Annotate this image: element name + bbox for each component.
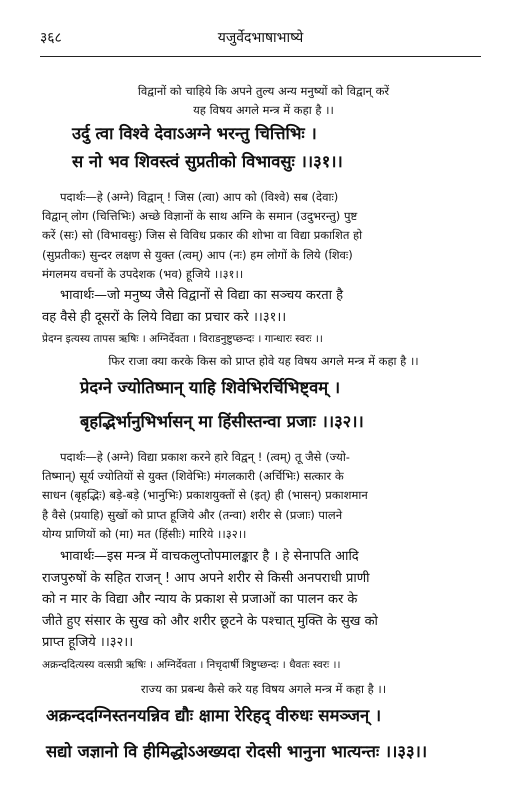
padartha-line: (सुप्रतीकः) सुन्दर लक्षण से युक्त (त्वम्) आप (नः) हम लोगों के लिये (शिवः) (42, 247, 353, 262)
verse-31 (72, 120, 485, 176)
page-number: ३६८ (40, 30, 62, 46)
verse-line: सद्यो जज्ञानो वि हीमिद्धोऽअख्यदा रोदसी भानुना भात्यन्तः ।।३३।। (46, 742, 428, 761)
padartha-line: तिष्मान्) सूर्य ज्योतियों से युक्त (शिवेभिः) मंगलकारी (अर्चिभिः) सत्कार के (42, 469, 344, 484)
bhavartha-line: वह वैसे ही दूसरों के लिये विद्या का प्रचार करे ।।३१।। (42, 309, 287, 325)
bhavartha-31 (42, 285, 485, 328)
running-title: यजुर्वेदभाषाभाष्ये (217, 30, 304, 46)
bhavartha-line: प्राप्त हूजिये ।।३२।। (42, 635, 134, 651)
verse-line: अक्रन्ददग्निस्तनयन्निव द्यौः क्षामा रेरिहद् वीरुधः समञ्जन् । (46, 706, 382, 725)
padartha-31 (42, 188, 485, 284)
intro-33: राज्य का प्रबन्ध कैसे करे यह विषय अगले मन्त्र में कहा है ।। (140, 682, 387, 696)
bhavartha-line: भावार्थः—इस मन्त्र में वाचकलुप्तोपमालङ्कार है । हे सेनापति आदि (60, 549, 359, 564)
page-header (40, 28, 481, 52)
padartha-line: पदार्थः—हे (अग्ने) विद्या प्रकाश करने हारे विद्वन् ! (त्वम्) तू जैसे (ज्यो- (60, 450, 350, 464)
verse-line: प्रेदग्ने ज्योतिष्मान् याहि शिवेभिरर्चिभिष्ट्वम् । (80, 378, 341, 397)
padartha-line: विद्वान् लोग (चित्तिभिः) अच्छे विज्ञानों के साथ अग्नि के समान (उदुभरन्तु) पुष्ट (42, 209, 358, 224)
padartha-32 (42, 448, 485, 544)
verse-32 (80, 374, 485, 436)
bhavartha-32 (42, 546, 485, 654)
intro-line: विद्वानों को चाहिये कि अपने तुल्य अन्य मनुष्यों को विद्वान् करें (137, 84, 390, 98)
verse-line: उर्दु त्वा विश्वे देवाऽअग्ने भरन्तु चित्तिभिः । (72, 124, 317, 143)
verse-line: स नो भव शिवस्त्वं सुप्रतीको विभावसुः ।।३१।। (72, 152, 343, 171)
header-rule (40, 56, 481, 57)
bhavartha-line: भावार्थः—जो मनुष्य जैसे विद्वानों से विद्या का सञ्चय करता है (60, 288, 344, 303)
padartha-line: पदार्थः—हे (अग्ने) विद्वान् ! जिस (त्वा) आप को (विश्वे) सब (देवाः) (60, 190, 339, 204)
verse-33 (46, 702, 491, 766)
bhavartha-line: जीते हुए संसार के सुख को और शरीर छूटने के पश्चात् मुक्ति के सुख को (42, 613, 378, 629)
bhavartha-line: को न मार के विद्या और न्याय के प्रकाश से प्रजाओं का पालन कर के (42, 592, 358, 608)
padartha-line: करें (सः) सो (विभावसुः) जिस से विविध प्रकार की शोभा वा विद्या प्रकाशित हो (42, 228, 363, 243)
rishi-devata-31: प्रेदग्न इत्यस्य तापस ऋषिः । अग्निर्देवता । विराडनुष्टुप्छन्दः । गान्धारः स्वरः ।। (42, 333, 323, 345)
bhavartha-line: राजपुरुषों के सहित राजन् ! आप अपने शरीर से किसी अनपराधी प्राणी (42, 570, 370, 586)
padartha-line: मंगलमय वचनों के उपदेशक (भव) हूजिये ।।३१।। (42, 266, 244, 281)
padartha-line: साधन (बृहद्भिः) बड़े-बड़े (भानुभिः) प्रकाशयुक्तों से (इत्) ही (भासन्) प्रकाशमान (42, 488, 368, 503)
padartha-line: योग्य प्राणियों को (मा) मत (हिंसीः) मारिये ।।३२।। (42, 526, 247, 541)
padartha-line: है वैसे (प्रयाहि) सुखों को प्राप्त हूजिये और (तन्वा) शरीर से (प्रजाः) पालने (42, 507, 343, 522)
intro-31 (42, 82, 485, 120)
intro-line: यह विषय अगले मन्त्र में कहा है ।। (193, 103, 334, 117)
rishi-devata-33: अक्रन्ददित्यस्य वत्सप्री ऋषिः । अग्निर्देवता । निचृदार्षी त्रिष्टुप्छन्दः । धैवतः स्वरः ।। (42, 659, 341, 671)
verse-line: बृहद्भिर्भानुभिर्भासन् मा हिंसीस्तन्वा प्रजाः ।।३२।। (80, 412, 364, 431)
intro-32: फिर राजा क्या करके किस को प्राप्त होवे यह विषय अगले मन्त्र में कहा है ।। (108, 354, 419, 368)
